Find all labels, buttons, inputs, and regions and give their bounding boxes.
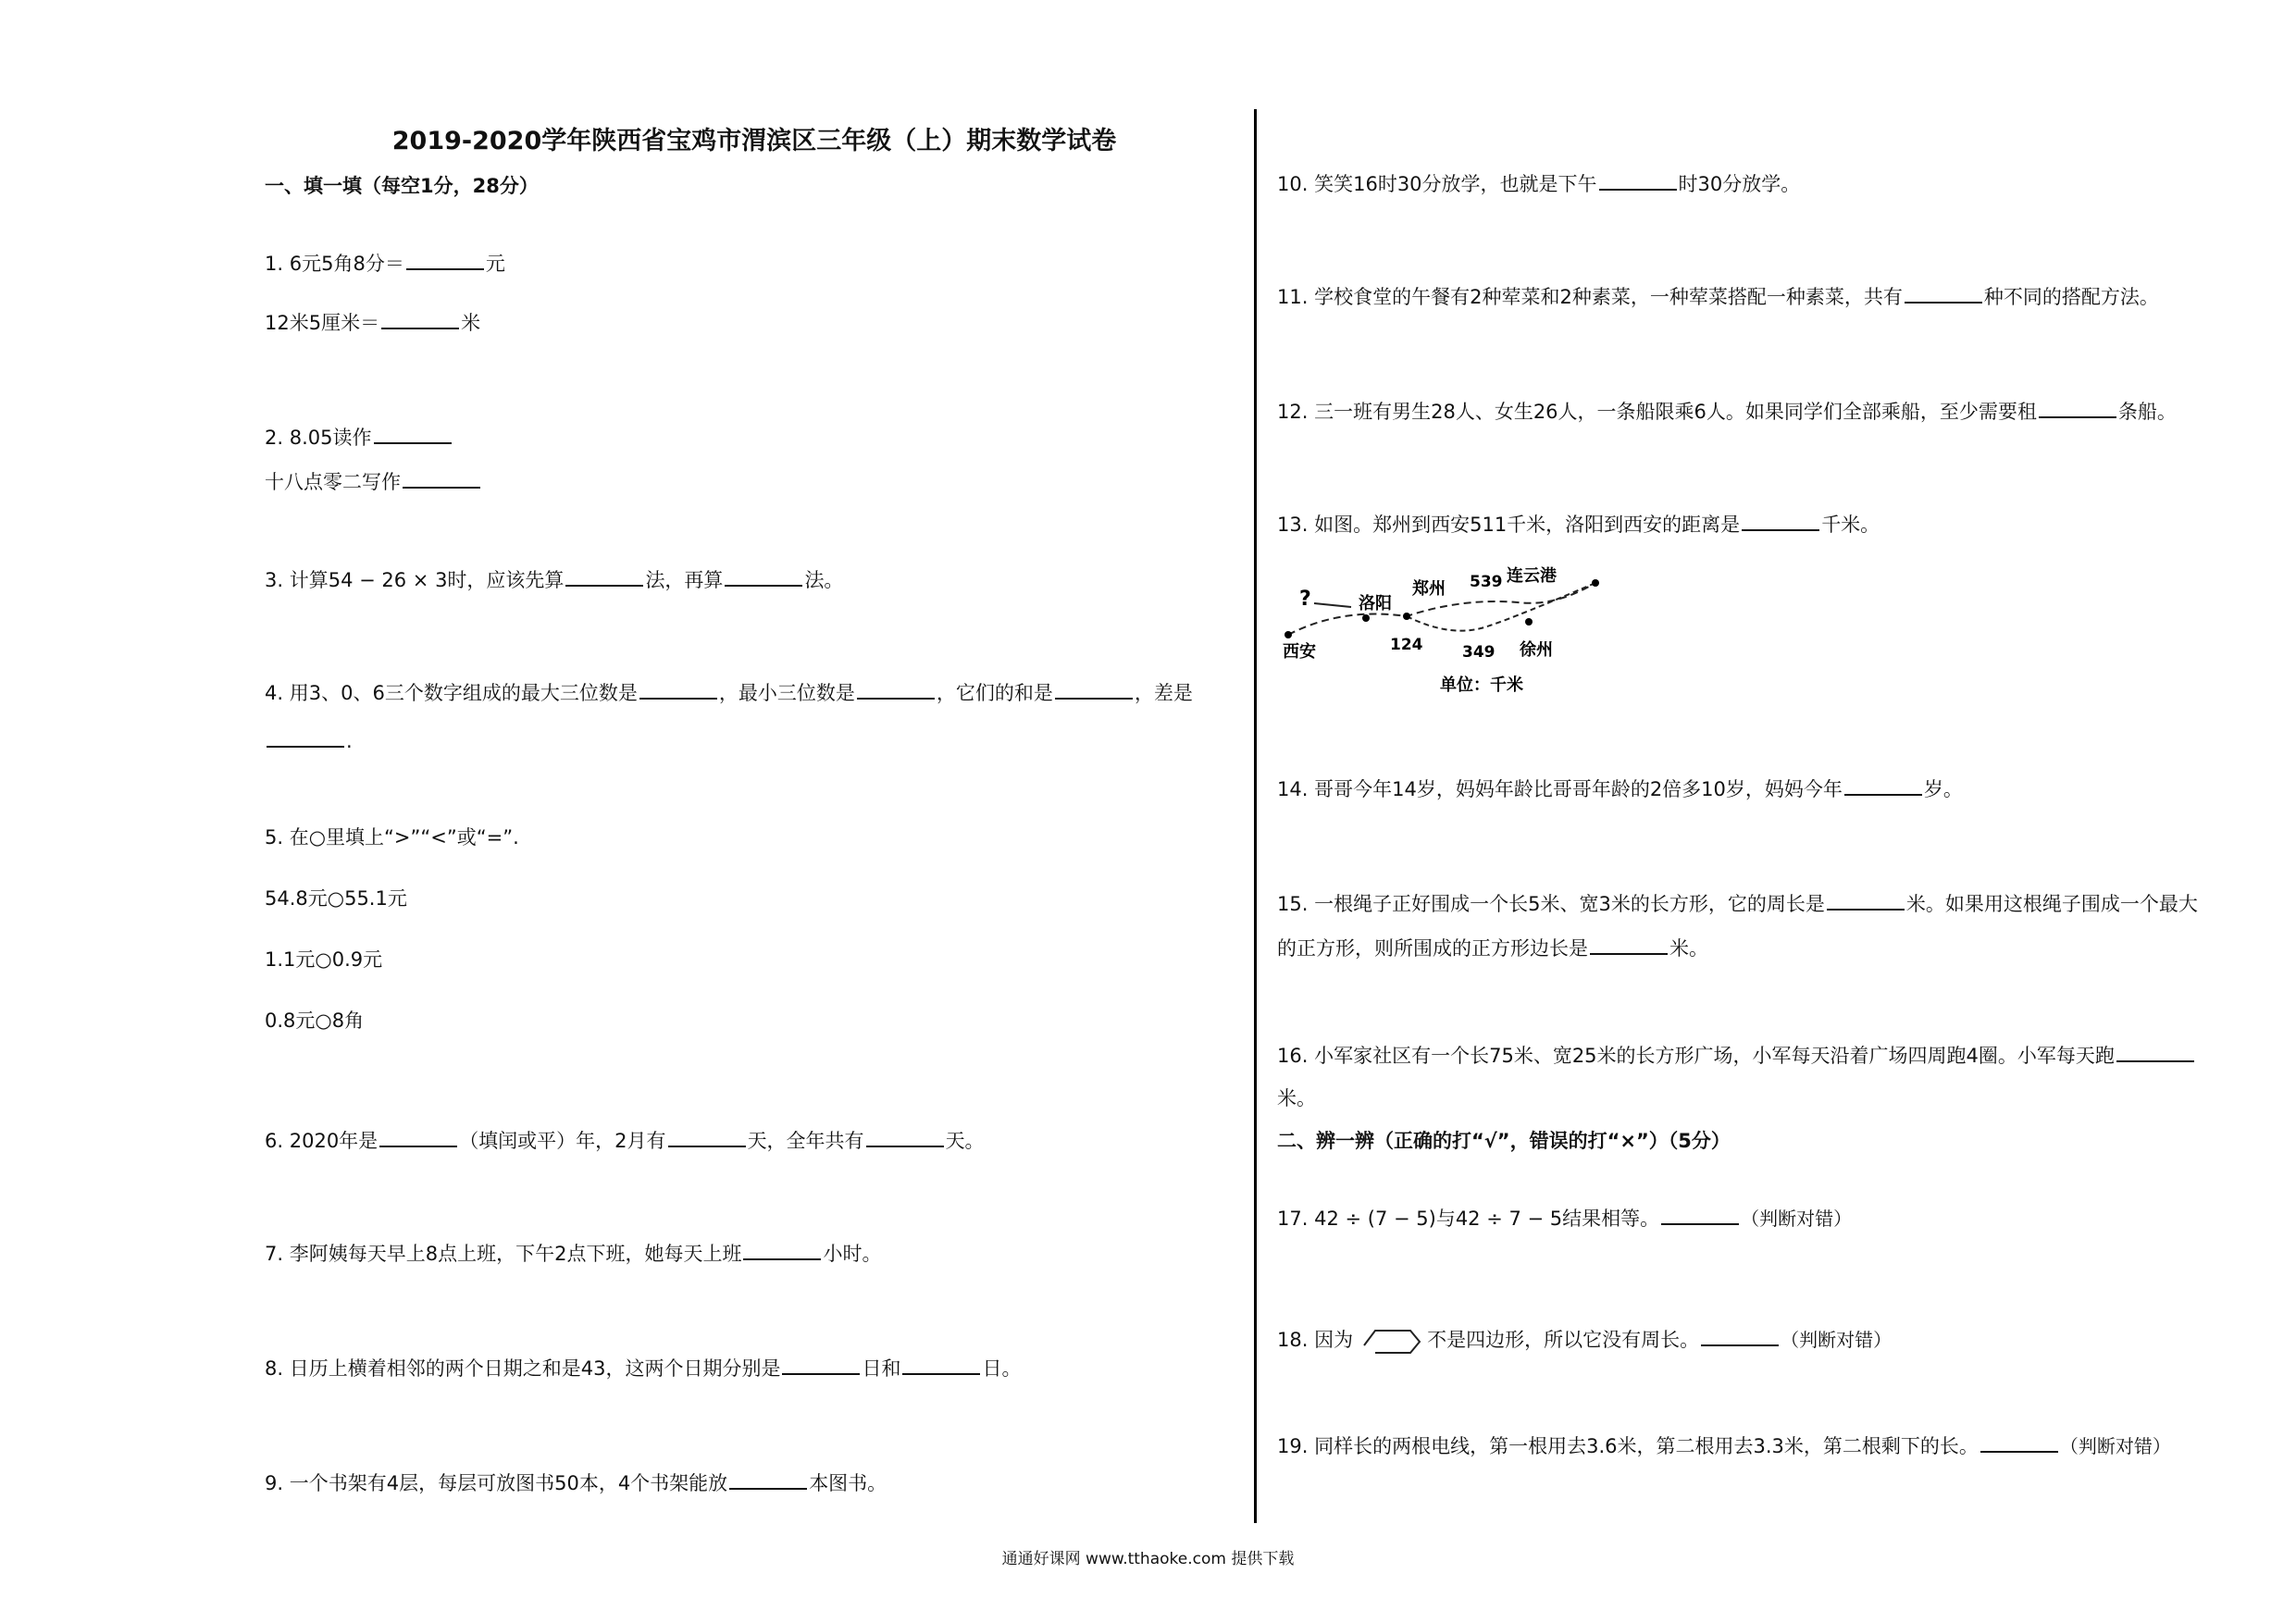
question-9: 9. 一个书架有4层，每层可放图书50本，4个书架能放 本图书。 (265, 1469, 887, 1497)
map-label-lianyungang: 连云港 (1507, 566, 1557, 586)
question-2b: 十八点零二写作 (265, 468, 482, 496)
map-label-xian: 西安 (1283, 642, 1316, 662)
answer-blank[interactable] (1599, 170, 1677, 191)
question-15a: 15. 一根绳子正好围成一个长5米、宽3米的长方形，它的周长是 米。如果用这根绳子围成一个最大 (1277, 890, 2198, 918)
question-3: 3. 计算54 − 26 × 3时，应该先算 法，再算 法。 (265, 566, 843, 594)
answer-blank[interactable] (1844, 775, 1922, 796)
question-4a: 4. 用3、0、6三个数字组成的最大三位数是 ，最小三位数是 ，它们的和是 ，差是 (265, 679, 1193, 707)
answer-blank[interactable] (1742, 511, 1819, 531)
answer-blank[interactable] (1905, 283, 1982, 304)
map-label-luoyang: 洛阳 (1359, 594, 1392, 613)
section-1-heading: 一、填一填（每空1分，28分） (265, 175, 539, 197)
answer-blank[interactable] (1701, 1326, 1779, 1346)
answer-blank[interactable] (2116, 1042, 2194, 1062)
page-footer: 通通好课网 www.tthaoke.com 提供下载 (1001, 1550, 1295, 1568)
answer-blank[interactable] (743, 1240, 821, 1260)
question-4b: . (265, 727, 353, 755)
map-label-xuzhou: 徐州 (1520, 640, 1553, 660)
open-shape-icon (1357, 1325, 1423, 1357)
answer-blank[interactable] (381, 309, 459, 329)
answer-blank[interactable] (782, 1355, 860, 1375)
question-17: 17. 42 ÷ (7 − 5)与42 ÷ 7 − 5结果相等。 （判断对错） (1277, 1205, 1852, 1233)
city-dot-zhengzhou (1403, 613, 1410, 620)
question-5a: 54.8元○55.1元 (265, 887, 407, 910)
map-label-zhengzhou: 郑州 (1412, 579, 1446, 599)
answer-blank[interactable] (379, 1127, 457, 1147)
city-dot-xuzhou (1525, 618, 1533, 626)
question-18: 18. 因为 不是四边形，所以它没有周长。 （判断对错） (1277, 1325, 1892, 1357)
city-dot-lianyungang (1592, 579, 1599, 587)
question-1a: 1. 6元5角8分＝ 元 (265, 250, 505, 278)
question-6: 6. 2020年是 （填闰或平）年，2月有 天，全年共有 天。 (265, 1127, 985, 1155)
city-dot-xian (1285, 631, 1292, 638)
question-5: 5. 在○里填上“>”“<”或“=”. (265, 826, 519, 849)
answer-blank[interactable] (403, 468, 480, 489)
map-distance-349: 349 (1462, 643, 1496, 662)
answer-blank[interactable] (1661, 1205, 1739, 1225)
question-5b: 1.1元○0.9元 (265, 948, 383, 971)
question-12: 12. 三一班有男生28人、女生26人，一条船限乘6人。如果同学们全部乘船，至少需要租 条船。 (1277, 398, 2177, 426)
answer-blank[interactable] (866, 1127, 944, 1147)
answer-blank[interactable] (2039, 398, 2116, 418)
column-divider (1254, 109, 1257, 1523)
answer-blank[interactable] (902, 1355, 980, 1375)
page-title: 2019-2020学年陕西省宝鸡市渭滨区三年级（上）期末数学试卷 (391, 127, 1117, 155)
answer-blank[interactable] (725, 566, 802, 587)
map-distance-539: 539 (1470, 573, 1503, 591)
question-1b: 12米5厘米＝ 米 (265, 309, 480, 337)
answer-blank[interactable] (1980, 1432, 2058, 1453)
map-distance-124: 124 (1390, 636, 1423, 654)
question-2a: 2. 8.05读作 (265, 424, 453, 452)
answer-blank[interactable] (1055, 679, 1133, 700)
answer-blank[interactable] (729, 1469, 807, 1490)
answer-blank[interactable] (374, 424, 452, 444)
question-5c: 0.8元○8角 (265, 1010, 365, 1032)
answer-blank[interactable] (639, 679, 717, 700)
question-13: 13. 如图。郑州到西安511千米，洛阳到西安的距离是 千米。 (1277, 511, 1880, 539)
question-19: 19. 同样长的两根电线，第一根用去3.6米，第二根用去3.3米，第二根剩下的长。 （判断对错） (1277, 1432, 2171, 1460)
question-11: 11. 学校食堂的午餐有2种荤菜和2种素菜，一种荤菜搭配一种素菜，共有 种不同的搭配方法。 (1277, 283, 2159, 311)
section-2-heading: 二、辨一辨（正确的打“√”，错误的打“×”）（5分） (1277, 1130, 1731, 1152)
route-map (1277, 561, 1610, 700)
map-unit-label: 单位：千米 (1440, 675, 1523, 695)
answer-blank[interactable] (406, 250, 484, 270)
question-8: 8. 日历上横着相邻的两个日期之和是43，这两个日期分别是 日和 日。 (265, 1355, 1021, 1382)
question-10: 10. 笑笑16时30分放学，也就是下午 时30分放学。 (1277, 170, 1800, 198)
route-map-figure (1277, 561, 1610, 700)
answer-blank[interactable] (1827, 890, 1905, 911)
question-14: 14. 哥哥今年14岁，妈妈年龄比哥哥年龄的2倍多10岁，妈妈今年 岁。 (1277, 775, 1963, 803)
question-16b: 米。 (1277, 1087, 1316, 1109)
answer-blank[interactable] (668, 1127, 746, 1147)
question-7: 7. 李阿姨每天早上8点上班，下午2点下班，她每天上班 小时。 (265, 1240, 881, 1268)
question-16a: 16. 小军家社区有一个长75米、宽25米的长方形广场，小军每天沿着广场四周跑4圈。小军每天跑 (1277, 1042, 2196, 1070)
answer-blank[interactable] (267, 727, 344, 748)
city-dot-luoyang (1362, 614, 1370, 622)
question-15b: 的正方形，则所围成的正方形边长是 米。 (1277, 935, 1708, 962)
route-line-west (1314, 603, 1351, 607)
answer-blank[interactable] (857, 679, 935, 700)
answer-blank[interactable] (1590, 935, 1668, 955)
answer-blank[interactable] (565, 566, 643, 587)
map-question-mark: ? (1299, 588, 1311, 611)
